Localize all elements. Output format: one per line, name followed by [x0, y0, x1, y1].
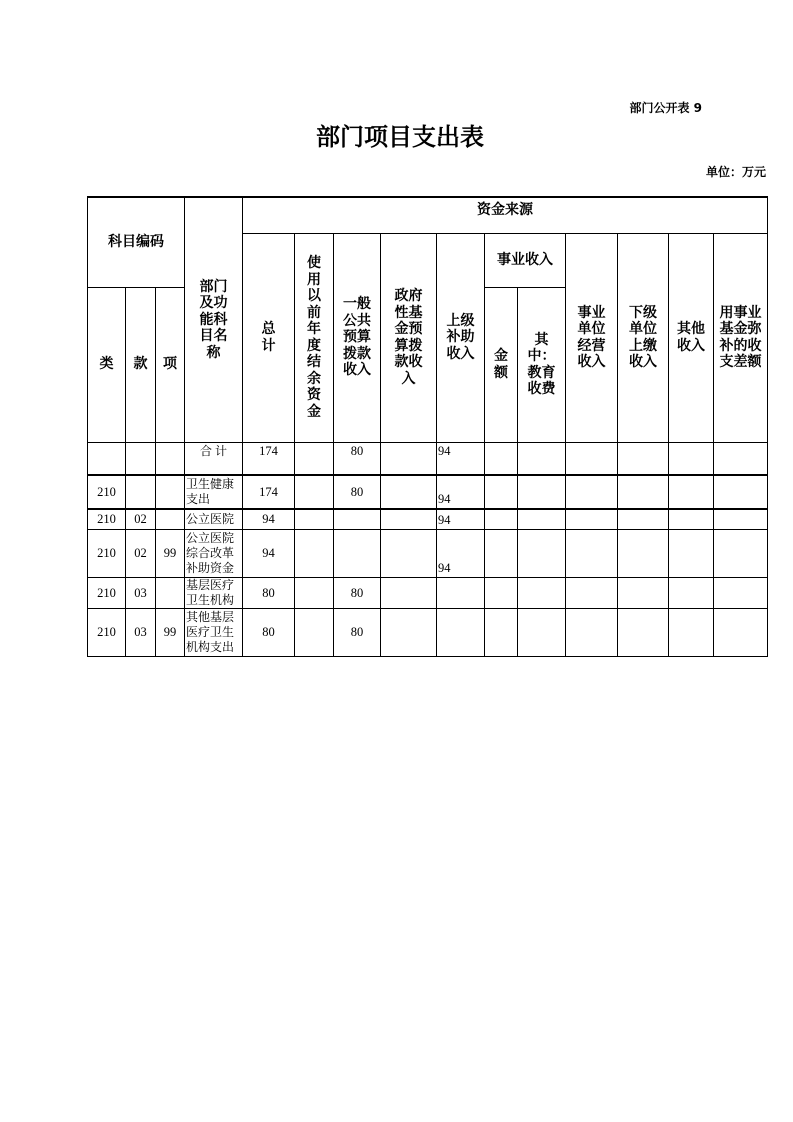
cell-government-fund: [381, 577, 437, 608]
cell-prior-year-balance: [295, 442, 334, 475]
cell-operating-income: [566, 442, 618, 475]
cell-other-income: [669, 577, 714, 608]
header-class: 类: [88, 287, 126, 442]
header-function-subject-name: [185, 197, 243, 442]
cell-business-amount: [485, 577, 518, 608]
cell-business-fund-offset: [714, 608, 768, 656]
cell-business-fund-offset: [714, 475, 768, 509]
cell-education-fees: [518, 577, 566, 608]
table-row-total: [88, 442, 768, 475]
cell-class: 210: [88, 475, 126, 509]
cell-total: 80: [243, 577, 295, 608]
header-funding-source: 资金来源: [243, 197, 768, 233]
header-section: 款: [126, 287, 156, 442]
cell-government-fund: [381, 442, 437, 475]
header-prior-year-balance: [295, 233, 334, 442]
cell-operating-income: [566, 475, 618, 509]
expenditure-table: [87, 196, 768, 657]
cell-government-fund: [381, 529, 437, 577]
cell-operating-income: [566, 509, 618, 529]
header-other-income-label: 其他收入: [676, 321, 705, 354]
cell-business-amount: [485, 529, 518, 577]
cell-section: 02: [126, 529, 156, 577]
table-row: [88, 475, 768, 509]
cell-total: 94: [243, 529, 295, 577]
table-code: 部门公开表 9: [629, 101, 702, 115]
cell-subject-name: 基层医疗卫生机构: [185, 577, 243, 608]
cell-operating-income: [566, 577, 618, 608]
cell-education-fees: [518, 442, 566, 475]
header-general-budget: [334, 233, 381, 442]
cell-education-fees: [518, 529, 566, 577]
cell-class: 210: [88, 577, 126, 608]
header-education-fees: [518, 287, 566, 442]
header-business-fund-offset-label: 用事业基金弥补的收支差额: [719, 304, 762, 370]
cell-prior-year-balance: [295, 475, 334, 509]
cell-other-income: [669, 475, 714, 509]
header-superior-subsidy-label: 上级补助收入: [446, 312, 475, 362]
cell-subject-name: 其他基层医疗卫生机构支出: [185, 608, 243, 656]
cell-superior-subsidy: [437, 577, 485, 608]
cell-subject-name: 公立医院综合改革补助资金: [185, 529, 243, 577]
cell-prior-year-balance: [295, 577, 334, 608]
cell-education-fees: [518, 475, 566, 509]
table-row: [88, 509, 768, 529]
cell-item: [156, 577, 185, 608]
cell-subordinate-remittance: [618, 475, 669, 509]
cell-subordinate-remittance: [618, 577, 669, 608]
cell-superior-subsidy: 94: [437, 509, 485, 529]
header-operating-income-label: 事业单位经营收入: [577, 304, 606, 370]
cell-government-fund: [381, 475, 437, 509]
header-superior-subsidy: [437, 233, 485, 442]
page-title: 部门项目支出表: [316, 123, 484, 151]
header-other-income: [669, 233, 714, 442]
cell-business-amount: [485, 442, 518, 475]
header-business-amount-label: 金额: [493, 348, 508, 381]
cell-subordinate-remittance: [618, 608, 669, 656]
table-body: [88, 442, 768, 656]
header-government-fund-label: 政府性基金预算拨款收入: [394, 288, 423, 387]
cell-general-budget: 80: [334, 475, 381, 509]
cell-education-fees: [518, 608, 566, 656]
cell-superior-subsidy: 94: [437, 475, 485, 509]
header-business-income: 事业收入: [485, 233, 566, 287]
cell-item: 99: [156, 529, 185, 577]
cell-business-fund-offset: [714, 442, 768, 475]
cell-operating-income: [566, 608, 618, 656]
table-row: [88, 529, 768, 577]
cell-total: 174: [243, 442, 295, 475]
cell-item: [156, 475, 185, 509]
cell-other-income: [669, 509, 714, 529]
header-prior-year-balance-label: 使用以前年度结余资金: [306, 255, 321, 420]
cell-section: 03: [126, 577, 156, 608]
cell-superior-subsidy: [437, 608, 485, 656]
cell-business-amount: [485, 608, 518, 656]
cell-business-fund-offset: [714, 529, 768, 577]
cell-subordinate-remittance: [618, 442, 669, 475]
cell-item: [156, 509, 185, 529]
cell-government-fund: [381, 608, 437, 656]
cell-class: 210: [88, 529, 126, 577]
table-row: [88, 608, 768, 656]
cell-general-budget: 80: [334, 442, 381, 475]
cell-other-income: [669, 608, 714, 656]
cell-subject-name: 卫生健康支出: [185, 475, 243, 509]
header-business-amount: [485, 287, 518, 442]
header-subordinate-remittance-label: 下级单位上缴收入: [628, 304, 657, 370]
cell-operating-income: [566, 529, 618, 577]
cell-class: [88, 442, 126, 475]
cell-section: [126, 442, 156, 475]
cell-subject-name: 合计: [185, 442, 243, 475]
cell-business-fund-offset: [714, 509, 768, 529]
cell-subordinate-remittance: [618, 529, 669, 577]
cell-section: 02: [126, 509, 156, 529]
cell-subordinate-remittance: [618, 509, 669, 529]
header-subject-code: 科目编码: [88, 197, 185, 287]
cell-business-amount: [485, 475, 518, 509]
header-education-fees-label: 其中：教育收费: [527, 331, 556, 397]
cell-total: 80: [243, 608, 295, 656]
cell-general-budget: [334, 529, 381, 577]
header-total-label: 总计: [261, 321, 276, 354]
cell-item: 99: [156, 608, 185, 656]
cell-item: [156, 442, 185, 475]
cell-other-income: [669, 442, 714, 475]
cell-general-budget: 80: [334, 577, 381, 608]
cell-section: [126, 475, 156, 509]
header-operating-income: [566, 233, 618, 442]
header-row: [88, 197, 768, 233]
cell-prior-year-balance: [295, 509, 334, 529]
cell-class: 210: [88, 608, 126, 656]
table-row: [88, 577, 768, 608]
cell-total: 94: [243, 509, 295, 529]
cell-superior-subsidy: 94: [437, 529, 485, 577]
cell-total: 174: [243, 475, 295, 509]
cell-subject-name: 公立医院: [185, 509, 243, 529]
table-header: [88, 197, 768, 442]
cell-government-fund: [381, 509, 437, 529]
header-function-subject-name-label: 部门及功能科目名称: [199, 278, 228, 361]
cell-section: 03: [126, 608, 156, 656]
cell-other-income: [669, 529, 714, 577]
cell-prior-year-balance: [295, 608, 334, 656]
header-general-budget-label: 一般公共预算拨款收入: [342, 296, 371, 379]
unit-label: 单位：万元: [705, 165, 766, 179]
header-subordinate-remittance: [618, 233, 669, 442]
cell-business-amount: [485, 509, 518, 529]
header-business-fund-offset: [714, 233, 768, 442]
cell-class: 210: [88, 509, 126, 529]
header-government-fund: [381, 233, 437, 442]
cell-prior-year-balance: [295, 529, 334, 577]
cell-business-fund-offset: [714, 577, 768, 608]
header-total: [243, 233, 295, 442]
cell-superior-subsidy: 94: [437, 442, 485, 475]
cell-education-fees: [518, 509, 566, 529]
cell-general-budget: 80: [334, 608, 381, 656]
cell-general-budget: [334, 509, 381, 529]
header-item: 项: [156, 287, 185, 442]
